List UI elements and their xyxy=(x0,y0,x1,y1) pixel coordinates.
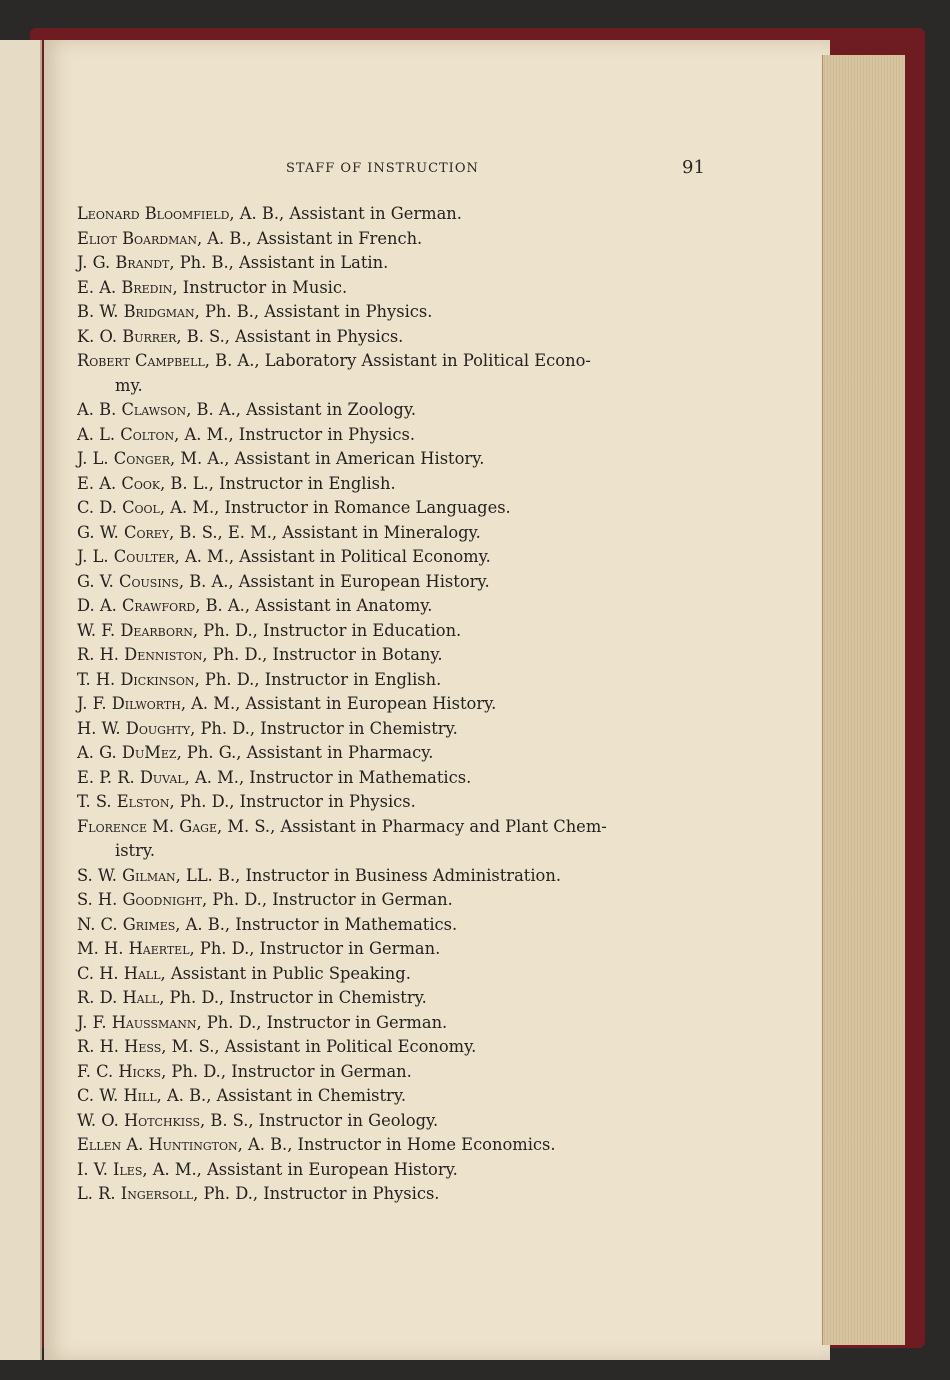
staff-surname: Gilman xyxy=(122,865,176,885)
left-page-edge xyxy=(0,40,42,1360)
staff-given-name: R. D. xyxy=(77,988,123,1007)
staff-surname: Bridgman xyxy=(123,302,195,321)
staff-title: , Ph. G., Assistant in Pharmacy. xyxy=(176,743,434,762)
staff-surname: Haussmann xyxy=(111,1012,197,1032)
staff-surname: Hall xyxy=(123,963,161,983)
staff-surname: Iles xyxy=(113,1159,143,1179)
staff-entry xyxy=(77,790,727,815)
staff-entry xyxy=(77,692,727,717)
staff-given-name: R. H. xyxy=(77,645,125,664)
staff-entry xyxy=(77,888,727,913)
staff-given-name: A. B. xyxy=(77,400,122,419)
staff-surname: Campbell xyxy=(135,351,205,370)
staff-entry xyxy=(77,570,727,595)
staff-title: , A. B., Instructor in Mathematics. xyxy=(175,914,458,934)
staff-given-name: J. G. xyxy=(77,253,116,272)
staff-title: , Ph. D., Instructor in German. xyxy=(202,890,453,909)
staff-entry xyxy=(77,325,727,350)
staff-surname: Hess xyxy=(124,1037,162,1056)
staff-title: , A. M., Assistant in Political Economy. xyxy=(174,547,491,566)
staff-given-name: E. A. xyxy=(77,277,122,297)
staff-entry xyxy=(77,349,727,398)
staff-entry xyxy=(77,594,727,619)
staff-entry xyxy=(77,423,727,448)
staff-entry xyxy=(77,741,727,766)
staff-given-name: W. F. xyxy=(77,620,121,640)
staff-entry xyxy=(77,986,727,1011)
staff-title: , B. S., E. M., Assistant in Mineralogy. xyxy=(169,522,481,542)
staff-title: , M. S., Assistant in Political Economy. xyxy=(161,1037,477,1056)
staff-entry xyxy=(77,472,727,497)
staff-given-name: A. L. xyxy=(77,424,121,444)
staff-title: , Ph. D., Instructor in German. xyxy=(196,1012,448,1032)
staff-title: , Ph. D., Instructor in Botany. xyxy=(202,645,443,664)
staff-surname: Dickinson xyxy=(120,669,195,689)
staff-surname: Clawson xyxy=(121,400,187,419)
staff-surname: Coulter xyxy=(113,547,175,566)
staff-entry xyxy=(77,1109,727,1134)
staff-list xyxy=(77,202,727,1207)
staff-given-name: F. C. xyxy=(77,1061,119,1081)
staff-title: , Instructor in Music. xyxy=(172,277,348,297)
staff-title: , A. B., Assistant in German. xyxy=(229,204,462,223)
staff-surname: Cousins xyxy=(119,571,179,591)
staff-surname: Doughty xyxy=(125,718,191,738)
staff-entry xyxy=(77,1182,727,1207)
staff-title: , B. A., Assistant in European History. xyxy=(178,571,490,591)
staff-given-name: Eliot xyxy=(77,228,123,248)
staff-title: , A. B., Assistant in Chemistry. xyxy=(156,1086,407,1105)
staff-entry xyxy=(77,398,727,423)
staff-entry xyxy=(77,619,727,644)
staff-surname: Gage xyxy=(179,816,217,836)
staff-surname: Crawford xyxy=(121,596,196,615)
staff-surname: Hill xyxy=(123,1086,157,1105)
staff-given-name: C. W. xyxy=(77,1086,124,1105)
staff-surname: Goodnight xyxy=(122,890,203,909)
staff-entry xyxy=(77,717,727,742)
staff-title: , Ph. D., Instructor in English. xyxy=(194,669,442,689)
staff-given-name: K. O. xyxy=(77,326,123,346)
staff-given-name: I. V. xyxy=(77,1159,114,1179)
staff-surname: Bloomfield xyxy=(144,204,230,223)
staff-given-name: G. V. xyxy=(77,571,120,591)
staff-given-name: Robert xyxy=(77,351,135,370)
staff-entry xyxy=(77,815,727,864)
staff-given-name: H. W. xyxy=(77,718,126,738)
staff-entry xyxy=(77,545,727,570)
staff-title: , Assistant in Public Speaking. xyxy=(160,963,411,983)
staff-title: , Ph. D., Instructor in Physics. xyxy=(169,792,416,811)
staff-surname: Denniston xyxy=(124,645,203,664)
staff-entry xyxy=(77,1011,727,1036)
staff-title: , B. A., Assistant in Zoology. xyxy=(186,400,417,419)
staff-entry xyxy=(77,447,727,472)
staff-title: , B. S., Instructor in Geology. xyxy=(200,1110,439,1130)
staff-given-name: B. W. xyxy=(77,302,124,321)
staff-surname: Hicks xyxy=(118,1061,162,1081)
staff-entry xyxy=(77,202,727,227)
staff-surname: Corey xyxy=(124,522,170,542)
staff-given-name: T. S. xyxy=(77,792,117,811)
staff-given-name: J. F. xyxy=(77,694,112,713)
running-head: STAFF OF INSTRUCTION xyxy=(286,161,479,176)
staff-entry xyxy=(77,227,727,252)
staff-title: , B. A., Laboratory Assistant in Political Econo- xyxy=(204,351,591,370)
staff-title: , B. S., Assistant in Physics. xyxy=(176,326,404,346)
staff-entry xyxy=(77,1133,727,1158)
staff-surname: Grimes xyxy=(122,914,176,934)
staff-entry xyxy=(77,766,727,791)
staff-title-continuation: my. xyxy=(115,375,143,395)
staff-entry xyxy=(77,1035,727,1060)
staff-title: , LL. B., Instructor in Business Administration. xyxy=(175,865,562,885)
staff-entry xyxy=(77,251,727,276)
staff-surname: Huntington xyxy=(148,1135,238,1154)
staff-title: , Ph. D., Instructor in Chemistry. xyxy=(190,718,458,738)
staff-title: , A. M., Assistant in European History. xyxy=(142,1159,458,1179)
staff-given-name: T. H. xyxy=(77,669,121,689)
staff-title: , A. M., Instructor in Mathematics. xyxy=(184,767,472,787)
staff-surname: Ingersoll xyxy=(120,1184,194,1203)
staff-title: , A. M., Instructor in Romance Languages. xyxy=(159,498,511,517)
staff-surname: DuMez xyxy=(121,743,177,762)
staff-given-name: D. A. xyxy=(77,596,122,615)
staff-title: , A. M., Instructor in Physics. xyxy=(174,424,416,444)
staff-title: , M. S., Assistant in Pharmacy and Plant Chem- xyxy=(216,816,607,836)
staff-given-name: J. L. xyxy=(77,547,114,566)
page-block-edge xyxy=(822,55,905,1345)
staff-surname: Dearborn xyxy=(120,620,193,640)
staff-given-name: W. O. xyxy=(77,1110,124,1130)
staff-given-name: J. L. xyxy=(77,449,114,468)
staff-surname: Hotchkiss xyxy=(123,1110,200,1130)
staff-title: , B. A., Assistant in Anatomy. xyxy=(195,596,433,615)
staff-title: , A. B., Instructor in Home Economics. xyxy=(237,1135,556,1154)
staff-given-name: M. H. xyxy=(77,939,129,958)
staff-surname: Burrer xyxy=(122,326,177,346)
page-number: 91 xyxy=(682,157,705,178)
staff-title: , Ph. B., Assistant in Physics. xyxy=(194,302,433,321)
staff-given-name: S. W. xyxy=(77,865,123,885)
staff-given-name: Leonard xyxy=(77,204,145,223)
staff-title: , Ph. D., Instructor in Chemistry. xyxy=(159,988,427,1007)
staff-surname: Elston xyxy=(116,792,170,811)
staff-title: , Ph. D., Instructor in German. xyxy=(161,1061,412,1081)
staff-given-name: C. D. xyxy=(77,498,123,517)
staff-given-name: J. F. xyxy=(77,1012,112,1032)
staff-title: , M. A., Assistant in American History. xyxy=(169,449,485,468)
staff-entry xyxy=(77,1158,727,1183)
staff-surname: Duval xyxy=(139,767,185,787)
staff-given-name: E. P. R. xyxy=(77,767,140,787)
staff-given-name: N. C. xyxy=(77,914,123,934)
staff-title-continuation: istry. xyxy=(115,841,156,860)
staff-given-name: R. H. xyxy=(77,1037,125,1056)
staff-entry xyxy=(77,276,727,301)
staff-surname: Conger xyxy=(113,449,170,468)
staff-surname: Bredin xyxy=(121,277,173,297)
staff-entry xyxy=(77,913,727,938)
staff-entry xyxy=(77,1084,727,1109)
staff-surname: Boardman xyxy=(122,228,197,248)
staff-entry xyxy=(77,643,727,668)
staff-surname: Haertel xyxy=(128,939,190,958)
staff-title: , Ph. D., Instructor in Education. xyxy=(192,620,462,640)
staff-given-name: Florence M. xyxy=(77,816,180,836)
staff-entry xyxy=(77,962,727,987)
staff-surname: Cool xyxy=(122,498,160,517)
staff-surname: Hall xyxy=(122,988,160,1007)
staff-surname: Brandt xyxy=(115,253,170,272)
staff-surname: Cook xyxy=(121,473,161,493)
staff-surname: Colton xyxy=(120,424,175,444)
staff-title: , A. B., Assistant in French. xyxy=(196,228,423,248)
staff-title: , B. L., Instructor in English. xyxy=(160,473,396,493)
staff-title: , Ph. B., Assistant in Latin. xyxy=(169,253,389,272)
staff-title: , Ph. D., Instructor in Physics. xyxy=(193,1184,440,1203)
staff-entry xyxy=(77,864,727,889)
staff-entry xyxy=(77,300,727,325)
staff-given-name: A. G. xyxy=(77,743,122,762)
staff-given-name: C. H. xyxy=(77,963,124,983)
staff-entry xyxy=(77,668,727,693)
staff-given-name: Ellen A. xyxy=(77,1135,149,1154)
staff-given-name: S. H. xyxy=(77,890,123,909)
staff-entry xyxy=(77,521,727,546)
staff-title: , Ph. D., Instructor in German. xyxy=(189,939,441,958)
staff-title: , A. M., Assistant in European History. xyxy=(180,694,497,713)
staff-given-name: E. A. xyxy=(77,473,122,493)
staff-given-name: L. R. xyxy=(77,1184,121,1203)
staff-entry xyxy=(77,1060,727,1085)
staff-given-name: G. W. xyxy=(77,522,125,542)
page-header xyxy=(0,157,950,179)
staff-entry xyxy=(77,937,727,962)
staff-surname: Dilworth xyxy=(111,694,181,713)
staff-entry xyxy=(77,496,727,521)
